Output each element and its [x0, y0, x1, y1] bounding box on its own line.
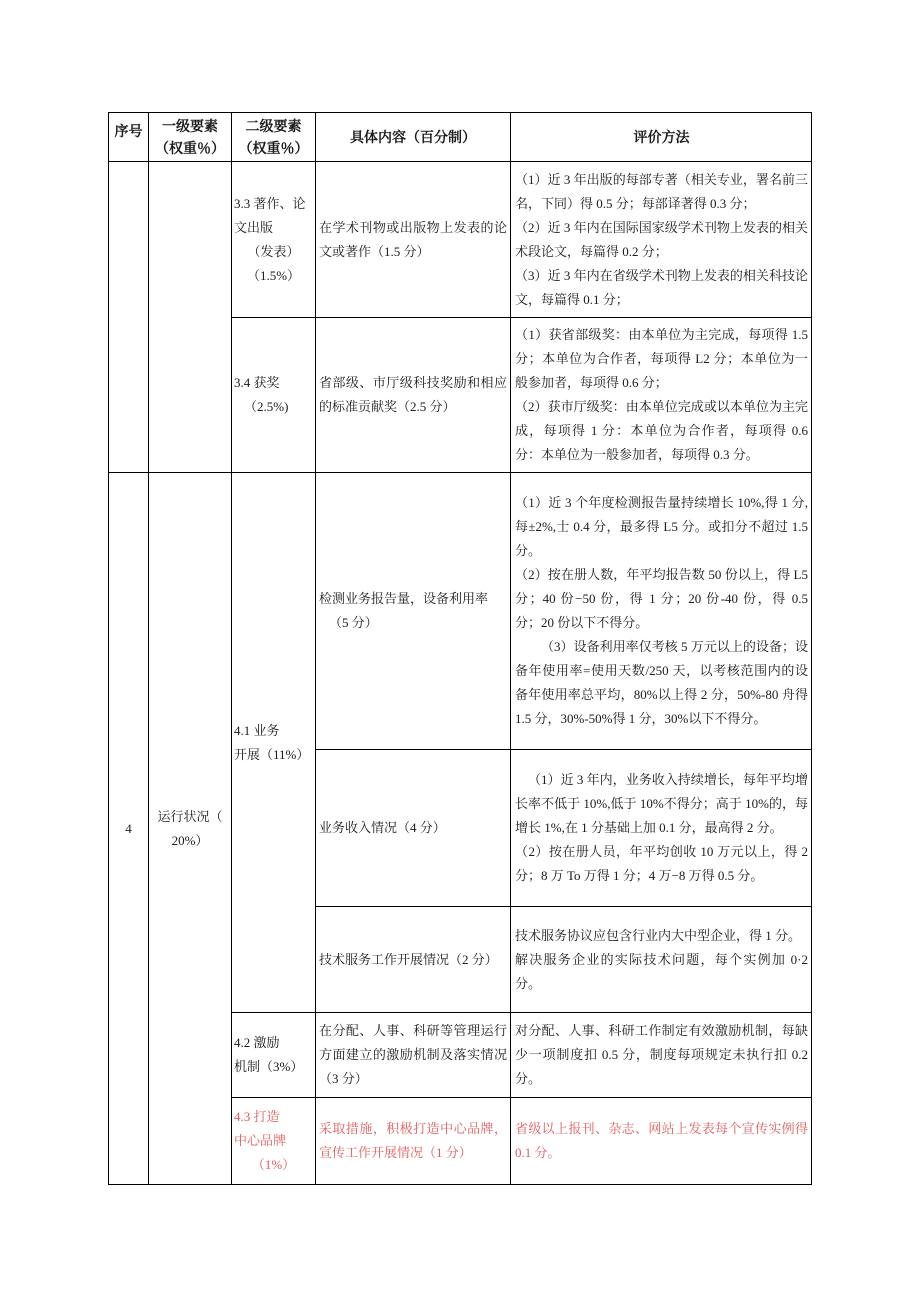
content-cell-3-4 — [316, 318, 511, 473]
level2-weight: （1.5%） — [246, 267, 301, 283]
method-paragraph: （2）获市厅级奖：由本单位完成或以本单位为主完成，每项得 1 分：本单位为合作者，每项得 0.6 分：本单位为一般参加者，每项得 0.3 分。 — [515, 399, 808, 462]
header-content-label: 具体内容（百分制） — [350, 129, 476, 145]
level2-weight: （2.5%) — [244, 399, 289, 414]
level2-label-line: 开展（11%） — [234, 746, 310, 762]
level2-label-line: 3.4 获奖 — [234, 375, 280, 390]
index-number: 4 — [125, 820, 132, 836]
method-cell-3-3 — [511, 162, 812, 318]
method-cell-4-3 — [511, 1098, 812, 1185]
method-paragraph: （3）近 3 年内在省级学术刊物上发表的相关科技论文，每篇得 0.1 分； — [515, 267, 808, 307]
method-paragraph: （1）近 3 年出版的每部专著（相关专业，署名前三名，下同）得 0.5 分；每部译著得 0.3 分； — [515, 171, 808, 211]
level2-cell-3-4 — [232, 318, 316, 473]
content-text: 在学术刊物或出版物上发表的论文或著作（1.5 分） — [319, 219, 507, 259]
level2-label-line: 机制（3%） — [234, 1059, 304, 1074]
header-method — [511, 112, 812, 162]
index-cell-4 — [108, 473, 149, 1185]
method-paragraph: 解决服务企业的实际技术问题，每个实例加 0·2 分。 — [515, 951, 808, 991]
header-level1 — [149, 112, 232, 162]
level2-label-line: 4.1 业务 — [234, 722, 280, 738]
level2-label-line: 4.3 打造 — [234, 1109, 280, 1124]
content-text: 技术服务工作开展情况（2 分） — [319, 951, 498, 967]
method-paragraph: 对分配、人事、科研工作制定有效激励机制，每缺少一项制度扣 0.5 分，制度每项规定未执行扣 0.2 分。 — [515, 1023, 808, 1086]
content-text: 采取措施，积极打造中心品牌，宣传工作开展情况（1 分） — [319, 1121, 507, 1160]
method-cell-4-1-income — [511, 750, 812, 907]
method-cell-3-4 — [511, 318, 812, 473]
content-cell-4-2 — [316, 1013, 511, 1098]
header-level1-title: 一级要素 — [162, 118, 218, 134]
level2-cell-4-2 — [232, 1013, 316, 1098]
method-paragraph: （2）按在册人员，年平均创收 10 万元以上，得 2 分；8 万 To 万得 1 分；4 万−8 万得 0.5 分。 — [515, 844, 808, 883]
method-paragraph: （3）设备利用率仅考核 5 万元以上的设备；设备年使用率=使用天数/250 天，以考核范围内的设备年使用率总平均，80%以上得 2 分，50%-80 舟得 1.5 分，30%-50%得 1 分，30%以下不得分。 — [515, 639, 808, 726]
index-cell-empty — [108, 162, 149, 473]
method-paragraph: （1）获省部级奖：由本单位为主完成，每项得 1.5 分；本单位为合作者，每项得 L2 分；本单位为一般参加者，每项得 0.6 分； — [515, 327, 808, 390]
method-paragraph: （1）近 3 个年度检测报告量持续增长 10%,得 1 分,每±2%,士 0.4 分，最多得 L5 分。或扣分不超过 1.5 分。 — [515, 495, 808, 558]
method-cell-4-1-report — [511, 473, 812, 750]
level1-cell-4 — [149, 473, 232, 1185]
content-text: 检测业务报告量，设备利用率 — [319, 591, 489, 606]
method-paragraph: （2）按在册人数，年平均报告数 50 份以上，得 L5 分；40 份−50 份，得 1 分；20 份-40 份，得 0.5 分；20 份以下不得分。 — [515, 567, 808, 630]
level2-cell-4-3 — [232, 1098, 316, 1185]
level2-label-line: （发表） — [247, 243, 300, 259]
level1-label: 运行状况（ — [157, 808, 223, 824]
level2-label-line: 中心品牌 — [234, 1133, 287, 1148]
level2-weight: （1%） — [251, 1157, 296, 1172]
method-cell-4-2 — [511, 1013, 812, 1098]
method-cell-4-1-service — [511, 907, 812, 1013]
content-cell-4-3 — [316, 1098, 511, 1185]
evaluation-table — [108, 112, 812, 1185]
header-index — [108, 112, 149, 162]
level1-cell-empty — [149, 162, 232, 473]
header-level1-weight: （权重％） — [155, 140, 225, 156]
method-paragraph: 省级以上报刊、杂志、网站上发表每个宣传实例得 0.1 分。 — [515, 1121, 808, 1160]
header-level2 — [232, 112, 316, 162]
content-cell-4-1-income — [316, 750, 511, 907]
header-method-label: 评价方法 — [633, 129, 690, 145]
level2-label-line: 4.2 激励 — [234, 1035, 280, 1050]
method-paragraph: （2）近 3 年内在国际国家级学术刊物上发表的相关术段论文，每篇得 0.2 分； — [515, 219, 808, 259]
content-text: 省部级、市厅级科技奖励和相应的标准贡献奖（2.5 分） — [319, 375, 507, 414]
header-index-label: 序号 — [114, 123, 143, 139]
content-text: 在分配、人事、科研等管理运行方面建立的激励机制及落实情况（3 分） — [319, 1023, 507, 1086]
level2-label-line: 文出版 — [234, 219, 274, 235]
level1-weight: 20%） — [171, 832, 209, 848]
content-score: （5 分） — [329, 615, 378, 630]
method-paragraph: 技术服务协议应包含行业内大中型企业，得 1 分。 — [515, 927, 802, 943]
content-cell-3-3 — [316, 162, 511, 318]
header-level2-title: 二级要素 — [245, 118, 302, 134]
header-content — [316, 112, 511, 162]
level2-cell-3-3 — [232, 162, 316, 318]
method-paragraph: （1）近 3 年内，业务收入持续增长，每年平均增长率不低于 10%,低于 10%不得分；高于 10%的，每增长 1%,在 1 分基础上加 0.1 分，最高得 2 分。 — [515, 772, 808, 835]
content-cell-4-1-service — [316, 907, 511, 1013]
header-level2-weight: （权重％） — [238, 140, 309, 156]
level2-label-line: 3.3 著作、论 — [234, 195, 306, 211]
level2-cell-4-1 — [232, 473, 316, 1013]
content-cell-4-1-report — [316, 473, 511, 750]
content-text: 业务收入情况（4 分） — [319, 820, 446, 835]
